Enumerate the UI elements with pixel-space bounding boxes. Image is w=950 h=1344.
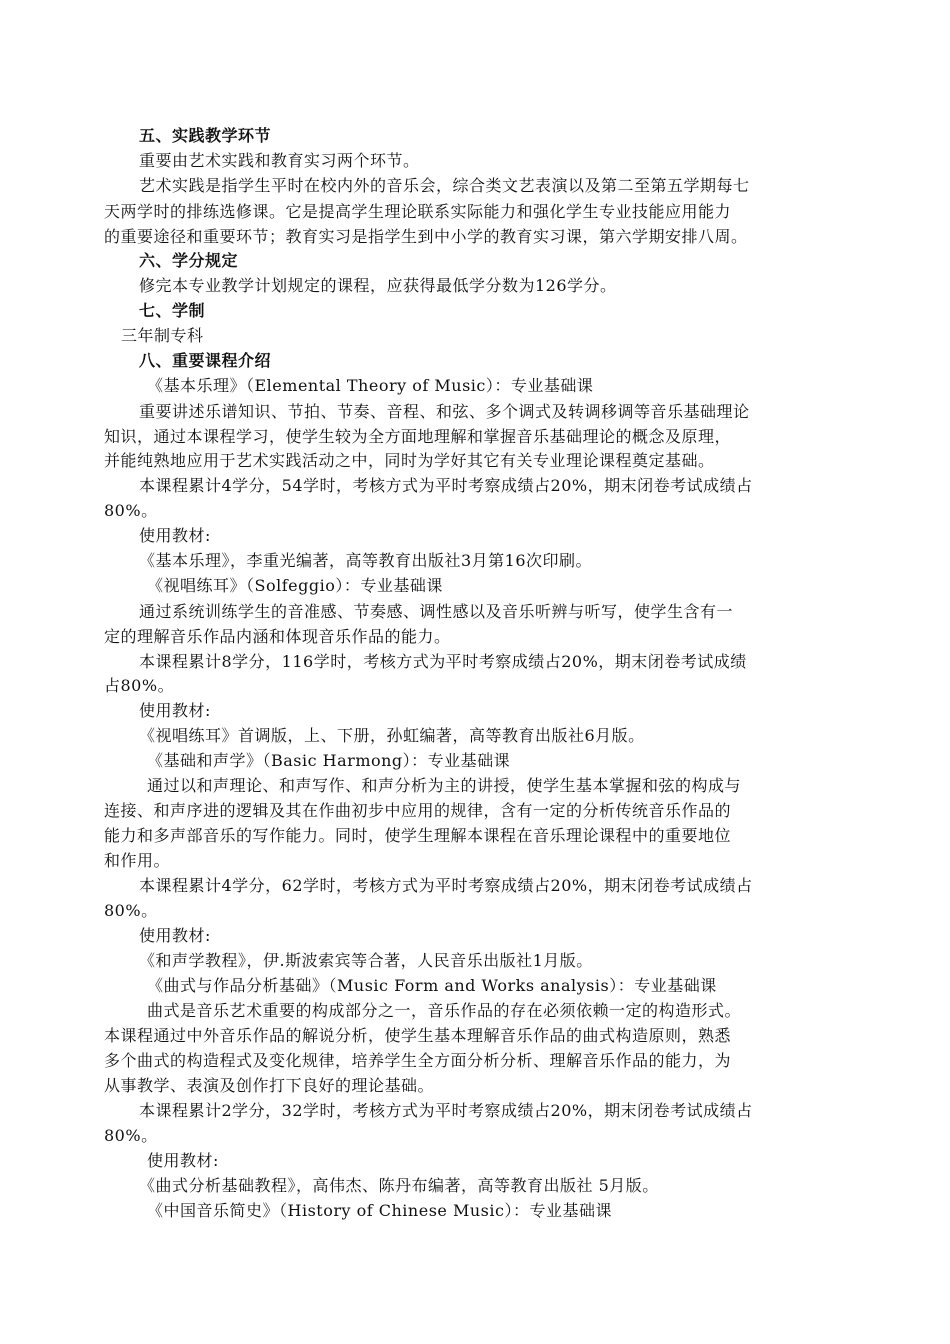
course-title: 《中国音乐简史》（History of Chinese Music）：专业基础课 — [147, 1201, 612, 1220]
paragraph: 重要由艺术实践和教育实习两个环节。 — [139, 151, 420, 170]
paragraph: 通过系统训练学生的音准感、节奏感、调性感以及音乐听辨与听写，使学生含有一 — [139, 602, 734, 621]
textbook: 《曲式分析基础教程》，高伟杰、陈丹布编著，高等教育出版社 5月版。 — [139, 1176, 659, 1195]
paragraph: 艺术实践是指学生平时在校内外的音乐会，综合类文艺表演以及第二至第五学期每七 — [139, 176, 750, 195]
paragraph: 多个曲式的构造程式及变化规律，培养学生全方面分析分析、理解音乐作品的能力，为 — [104, 1051, 732, 1070]
paragraph: 本课程累计8学分，116学时，考核方式为平时考察成绩占20%，期末闭卷考试成绩 — [139, 652, 747, 671]
paragraph: 定的理解音乐作品内涵和体现音乐作品的能力。 — [104, 627, 451, 646]
textbook: 《和声学教程》，伊.斯波索宾等合著，人民音乐出版社1月版。 — [139, 951, 593, 970]
paragraph: 本课程累计4学分，54学时，考核方式为平时考察成绩占20%，期末闭卷考试成绩占 — [139, 476, 753, 495]
paragraph: 重要讲述乐谱知识、节拍、节奏、音程、和弦、多个调式及转调移调等音乐基础理论 — [139, 402, 750, 421]
paragraph: 曲式是音乐艺术重要的构成部分之一，音乐作品的存在必须依赖一定的构造形式。 — [147, 1001, 742, 1020]
paragraph: 和作用。 — [104, 851, 171, 870]
paragraph: 从事教学、表演及创作打下良好的理论基础。 — [104, 1076, 435, 1095]
paragraph: 占80%。 — [104, 676, 175, 695]
paragraph: 本课程通过中外音乐作品的解说分析，使学生基本理解音乐作品的曲式构造原则，熟悉 — [104, 1026, 732, 1045]
paragraph: 本课程累计4学分，62学时，考核方式为平时考察成绩占20%，期末闭卷考试成绩占 — [139, 876, 753, 895]
paragraph: 连接、和声序进的逻辑及其在作曲初步中应用的规律，含有一定的分析传统音乐作品的 — [104, 801, 732, 820]
section-heading-duration: 七、学制 — [139, 301, 206, 320]
paragraph: 并能纯熟地应用于艺术实践活动之中，同时为学好其它有关专业理论课程奠定基础。 — [104, 451, 715, 470]
section-heading-courses: 八、重要课程介绍 — [139, 351, 272, 370]
textbook: 《基本乐理》，李重光编著，高等教育出版社3月第16次印刷。 — [139, 551, 593, 570]
paragraph: 通过以和声理论、和声写作、和声分析为主的讲授，使学生基本掌握和弦的构成与 — [147, 776, 742, 795]
course-title: 《基本乐理》（Elemental Theory of Music）：专业基础课 — [147, 376, 594, 395]
paragraph: 80%。 — [104, 501, 158, 520]
course-title: 《曲式与作品分析基础》（Music Form and Works analysis）：专业基础课 — [147, 976, 717, 995]
paragraph: 80%。 — [104, 1126, 158, 1145]
section-heading-credits: 六、学分规定 — [139, 251, 239, 270]
course-title: 《视唱练耳》（Solfeggio）：专业基础课 — [147, 576, 443, 595]
paragraph: 的重要途径和重要环节；教育实习是指学生到中小学的教育实习课，第六学期安排八周。 — [104, 227, 748, 246]
paragraph: 三年制专科 — [121, 326, 204, 345]
section-heading-practice: 五、实践教学环节 — [139, 126, 272, 145]
paragraph: 能力和多声部音乐的写作能力。同时，使学生理解本课程在音乐理论课程中的重要地位 — [104, 826, 732, 845]
paragraph: 80%。 — [104, 901, 158, 920]
textbook-label: 使用教材: — [139, 926, 211, 945]
paragraph: 本课程累计2学分，32学时，考核方式为平时考察成绩占20%，期末闭卷考试成绩占 — [139, 1101, 753, 1120]
course-title: 《基础和声学》（Basic Harmong）：专业基础课 — [147, 751, 511, 770]
paragraph: 修完本专业教学计划规定的课程，应获得最低学分数为126学分。 — [139, 276, 617, 295]
textbook: 《视唱练耳》首调版，上、下册，孙虹编著，高等教育出版社6月版。 — [139, 726, 645, 745]
paragraph: 天两学时的排练选修课。它是提高学生理论联系实际能力和强化学生专业技能应用能力 — [104, 202, 732, 221]
textbook-label: 使用教材: — [139, 701, 211, 720]
textbook-label: 使用教材: — [147, 1151, 219, 1170]
paragraph: 知识，通过本课程学习，使学生较为全方面地理解和掌握音乐基础理论的概念及原理， — [104, 427, 732, 446]
textbook-label: 使用教材: — [139, 526, 211, 545]
